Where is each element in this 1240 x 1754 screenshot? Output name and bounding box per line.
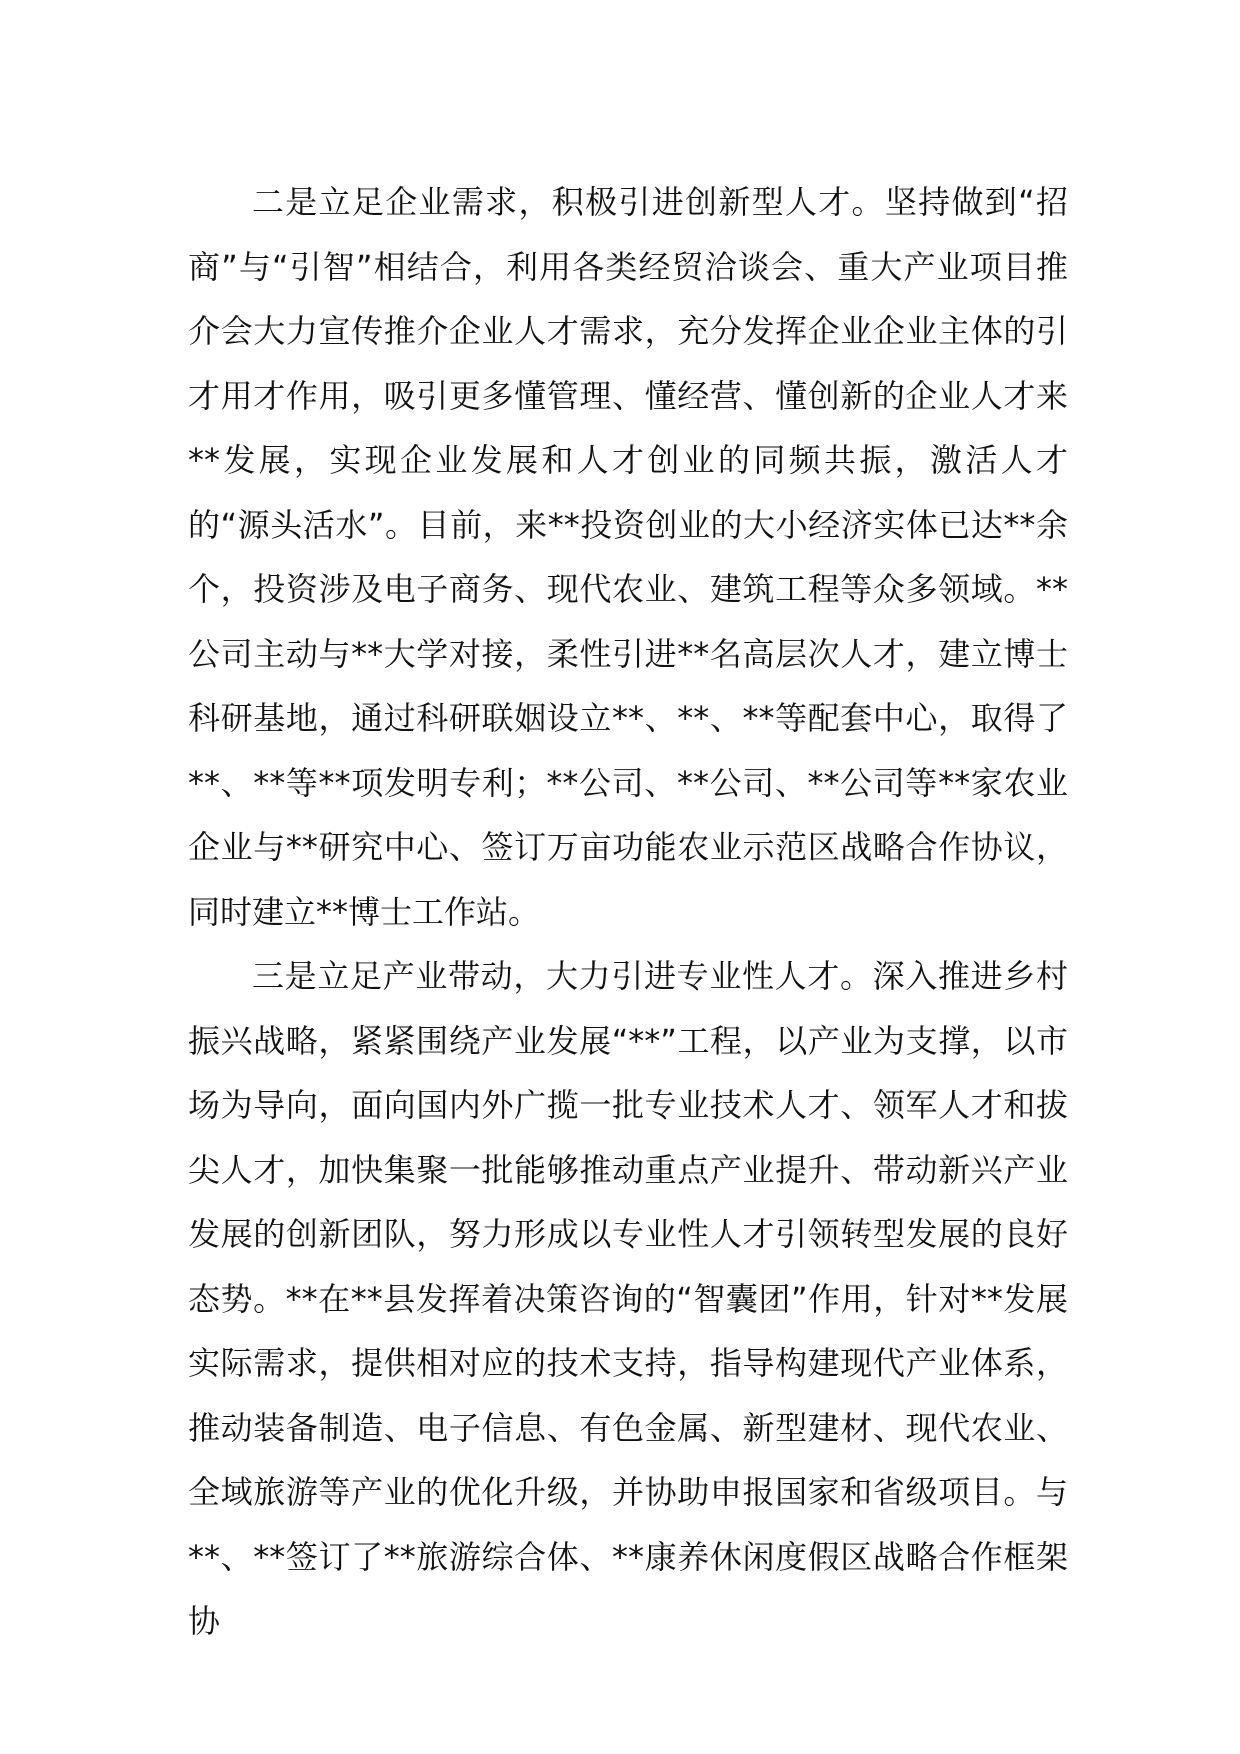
body-text [188, 170, 1068, 1654]
paragraph-professional-talent: 三是立足产业带动，大力引进专业性人才。深入推进乡村振兴战略，紧紧围绕产业发展“**”工程，以产业为支撑，以市场为导向，面向国内外广揽一批专业技术人才、领军人才和拔尖人才，加快集聚一批能够推动重点产业提升、带动新兴产业发展的创新团队，努力形成以专业性人才引领转型发展的良好态势。**在**县发挥着决策咨询的“智囊团”作用，针对**发展实际需求，提供相对应的技术支持，指导构建现代产业体系，推动装备制造、电子信息、有色金属、新型建材、现代农业、全域旅游等产业的优化升级，并协助申报国家和省级项目。与**、**签订了**旅游综合体、**康养休闲度假区战略合作框架协 [188, 957, 1068, 1640]
paragraph-innovative-talent: 二是立足企业需求，积极引进创新型人才。坚持做到“招商”与“引智”相结合，利用各类经贸洽谈会、重大产业项目推介会大力宣传推介企业人才需求，充分发挥企业企业主体的引才用才作用，吸引更多懂管理、懂经营、懂创新的企业人才来**发展，实现企业发展和人才创业的同频共振，激活人才的“源头活水”。目前，来**投资创业的大小经济实体已达**余个，投资涉及电子商务、现代农业、建筑工程等众多领域。**公司主动与**大学对接，柔性引进**名高层次人才，建立博士科研基地，通过科研联姻设立**、**、**等配套中心，取得了**、**等**项发明专利；**公司、**公司、**公司等**家农业企业与**研究中心、签订万亩功能农业示范区战略合作协议，同时建立**博士工作站。 [188, 183, 1068, 931]
